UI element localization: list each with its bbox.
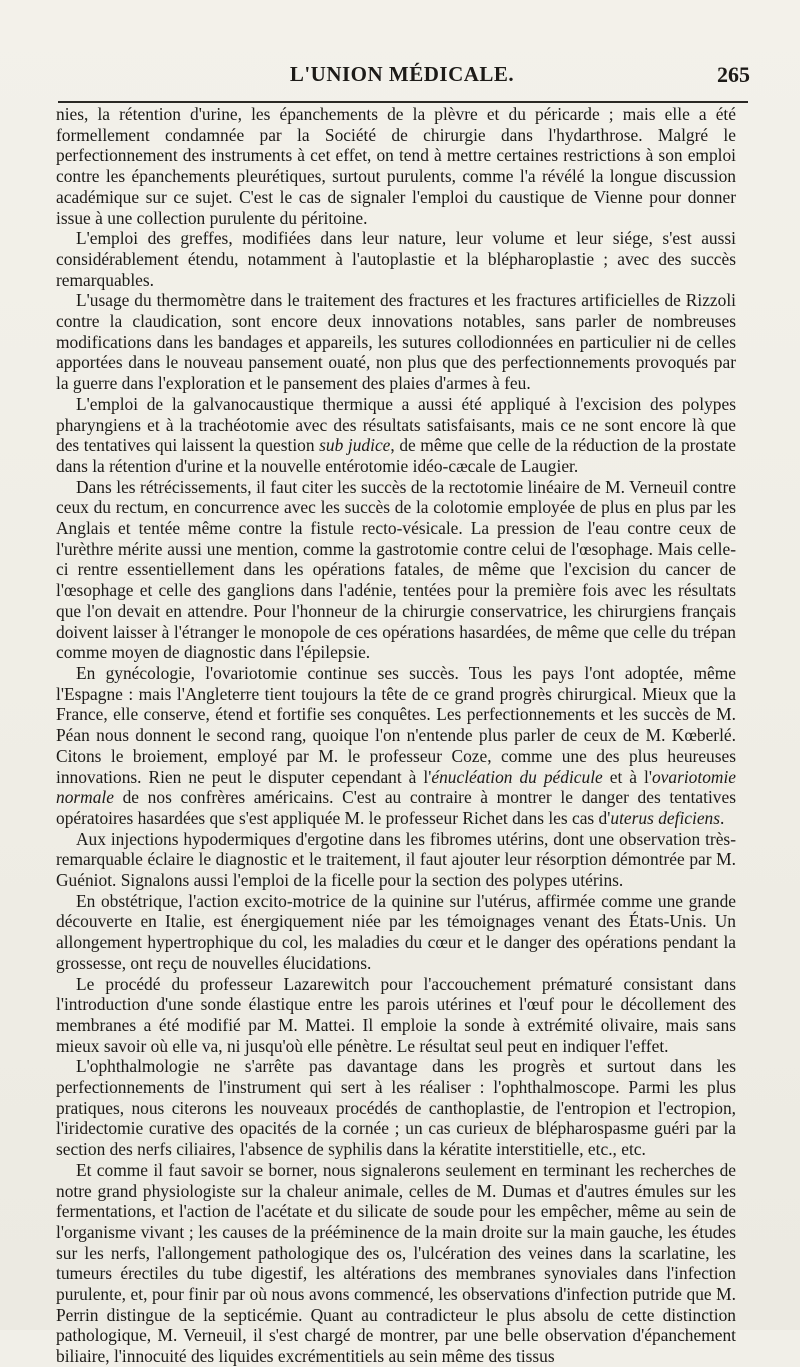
paragraph: [56, 104, 736, 228]
text-run: L'emploi des greffes, modifiées dans leur nature, leur volume et leur siége, s'est aussi considérablement étendu, notamment à l'autoplastie et la blépharoplastie ; avec des succès remarquables.: [56, 228, 736, 290]
paragraph: [56, 1160, 736, 1367]
paragraph: [56, 394, 736, 477]
text-run: L'usage du thermomètre dans le traitement des fractures et les fractures artificielles de Rizzoli contre la claudication, sont encore deux innovations notables, sans parler de nombreuses modifications dans les bandages et appareils, les sutures collodionnées en particulier ni de celles apportées dans le nouveau pansement ouaté, non plus que des perfectionnements provoqués par la guerre dans l'exploration et le pansement des plaies d'armes à feu.: [56, 290, 736, 394]
paragraph: [56, 477, 736, 663]
page-number: 265: [717, 62, 750, 87]
paragraph: [56, 891, 736, 974]
text-run: Aux injections hypodermiques d'ergotine dans les fibromes utérins, dont une observation très-remarquable éclaire le diagnostic et le traitement, il faut ajouter leur résorption démontrée par M. Guéniot. Signalons aussi l'emploi de la ficelle pour la section des polypes utérins.: [56, 828, 736, 891]
italic-text: sub judice: [319, 435, 391, 456]
text-run: nies, la rétention d'urine, les épanchements de la plèvre et du péricarde ; mais elle a été formellement condamnée par la Société de chirurgie dans l'hydarthrose. Malgré le perfectionnement des instruments à cet effet, on tend à mettre certaines restrictions à son emploi contre les épanchements pleurétiques, surtout purulents, comme l'a révélé la longue discussion académique sur ce sujet. C'est le cas de signaler l'emploi du caustique de Vienne pour donner issue à une collection purulente du péritoine.: [56, 104, 736, 228]
paragraph: [56, 829, 736, 891]
text-run: de nos confrères américains. C'est au contraire à montrer le danger des tentatives opératoires hasardées que s'est appliquée M. le professeur Richet dans les cas d': [56, 787, 736, 828]
text-run: En gynécologie, l'ovariotomie continue ses succès. Tous les pays l'ont adoptée, même l'Espagne : mais l'Angleterre tient toujours la tête de ce grand progrès chirurgical. Mieux que la France, elle conserve, étend et fortifie ses conquêtes. Les perfectionnements et les succès de M. Péan nous donnent le second rang, quoique l'on n'entende plus parler de ceux de M. Kœberlé. Citons le broiement, employé par M. le professeur Coze, comme une des plus heureuses innovations. Rien ne peut le disputer cependant à l': [56, 662, 736, 787]
italic-text: ovariotomie normale: [56, 766, 737, 808]
text-run: Dans les rétrécissements, il faut citer les succès de la rectotomie linéaire de M. Verneuil contre ceux du rectum, en concurrence avec les succès de la colotomie employée de plus en plus par les Anglais et tentée même contre la fistule recto-vésicale. La pression de l'eau contre ceux de l'urèthre mérite aussi une mention, comme la gastrotomie contre celui de l'œsophage. Mais celle-ci rentre essentiellement dans les opérations fatales, de même que l'excision du cancer de l'œsophage et celle des ganglions dans l'adénie, tentées pour la première fois avec les résultats que l'on devait en attendre. Pour l'honneur de la chirurgie conservatrice, les chirurgiens français doivent laisser à l'étranger le monopole de ces opérations hasardées, de même que celle du trépan comme moyen de diagnostic dans l'épilepsie.: [56, 476, 736, 663]
text-run: .: [720, 807, 725, 828]
text-run: et à l': [602, 766, 652, 787]
paragraph: [56, 974, 736, 1057]
text-run: L'emploi de la galvanocaustique thermique a aussi été appliqué à l'excision des polypes pharyngiens et à la trachéotomie avec des résultats satisfaisants, mais ce ne sont encore là que des tentatives qui laissent la question: [56, 393, 736, 456]
paragraph: [56, 228, 736, 290]
italic-text: uterus deficiens: [610, 807, 721, 828]
text-run: , de même que celle de la réduction de la prostate dans la rétention d'urine et la nouvelle entérotomie idéo-cæcale de Laugier.: [56, 435, 737, 476]
header-rule: [58, 101, 748, 103]
text-run: En obstétrique, l'action excito-motrice de la quinine sur l'utérus, affirmée comme une grande découverte en Italie, est énergiquement niée par les témoignages venant des États-Unis. Un allongement hypertrophique du col, les maladies du cœur et le danger des opérations pendant la grossesse, ont reçu de nouvelles élucidations.: [56, 890, 736, 973]
paragraph: [56, 663, 736, 829]
article-body: [56, 104, 736, 1367]
paragraph: [56, 290, 736, 394]
text-run: Le procédé du professeur Lazarewitch pour l'accouchement prématuré consistant dans l'introduction d'une sonde élastique entre les parois utérines et l'œuf pour le décollement des membranes a été modifié par M. Mattei. Il emploie la sonde à extrémité olivaire, mais sans mieux savoir où elle va, ni jusqu'où elle pénètre. Le résultat seul peut en indiquer l'effet.: [56, 973, 736, 1056]
italic-text: énucléation du pédicule: [431, 766, 603, 787]
text-run: Et comme il faut savoir se borner, nous signalerons seulement en terminant les recherches de notre grand physiologiste sur la chaleur animale, celles de M. Dumas et d'autres émules sur les fermentations, et l'action de l'acétate et du silicate de soude pour les empêcher, même au sein de l'organisme vivant ; les causes de la prééminence de la main droite sur la main gauche, les études sur les nerfs, l'allongement pathologique des os, l'ulcération des veines dans la scarlatine, les tumeurs érectiles du tube digestif, les altérations des membranes synoviales dans l'infection purulente, et, pour finir par où nous avons commencé, les observations d'infection putride que M. Perrin distingue de la septicémie. Quant au contradicteur le plus absolu de cette distinction pathologique, M. Verneuil, il s'est chargé de montrer, par une belle observation d'épanchement biliaire, l'innocuité des liquides excrémentitiels au sein même des tissus: [56, 1159, 736, 1367]
paragraph: [56, 1056, 736, 1160]
page-header: [54, 62, 750, 96]
text-run: L'ophthalmologie ne s'arrête pas davantage dans les progrès et surtout dans les perfectionnements de l'instrument qui sert à les réaliser : l'ophthalmoscope. Parmi les plus pratiques, nous citerons les nouveaux procédés de canthoplastie, de l'entropion et l'ectropion, l'iridectomie curative des opacités de la cornée ; un cas curieux de blépharospasme guéri par la section des nerfs ciliaires, l'absence de syphilis dans la kératite interstitielle, etc., etc.: [56, 1056, 736, 1160]
running-title: L'UNION MÉDICALE.: [289, 62, 515, 86]
